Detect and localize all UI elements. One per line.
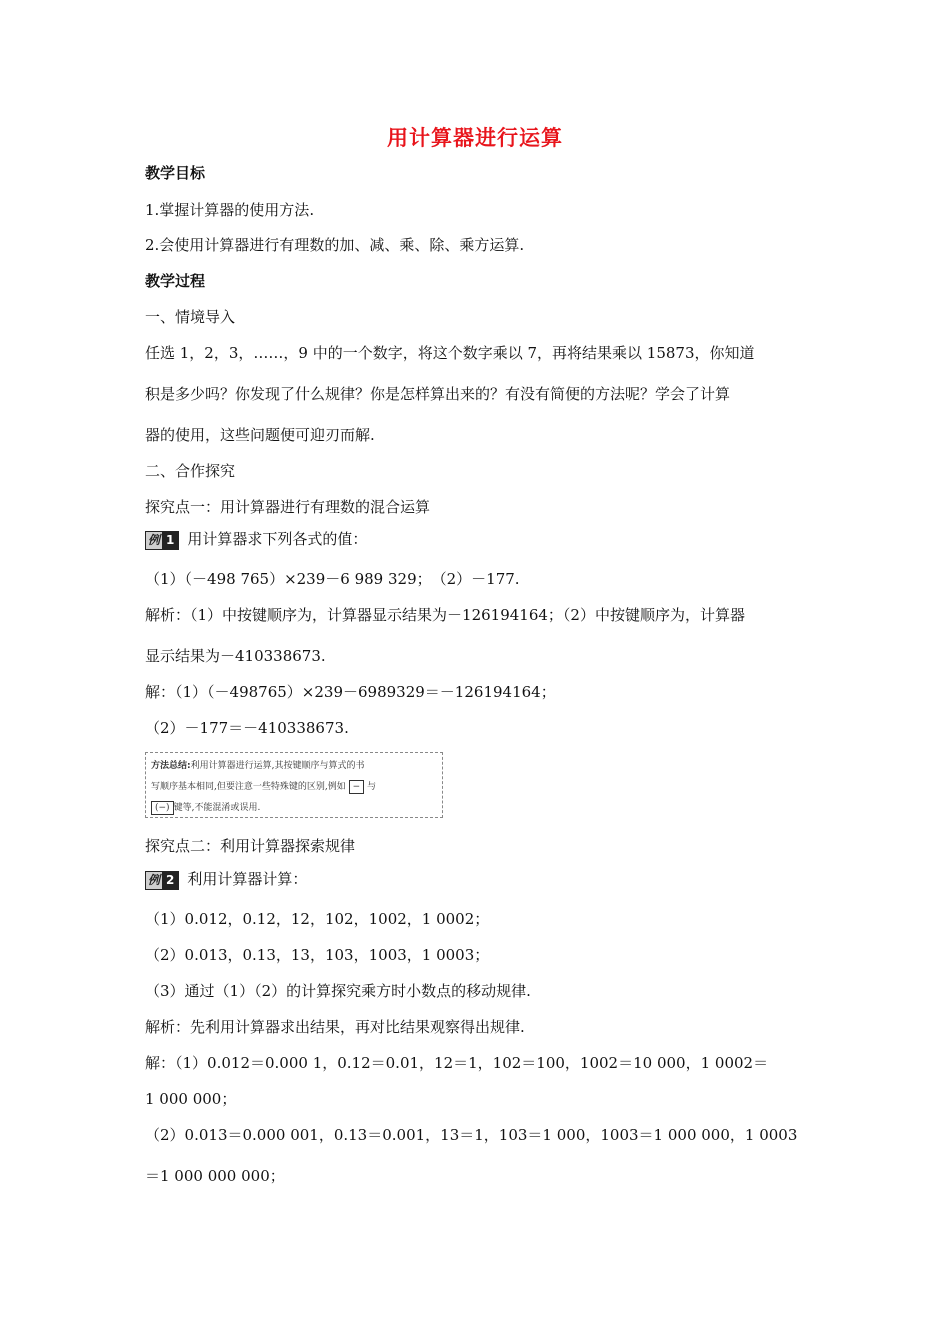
example-2 — [145, 869, 307, 890]
example-badge-label: 例 — [148, 532, 161, 547]
example-2-item-3: （3）通过（1）（2）的计算探究乘方时小数点的移动规律. — [145, 982, 531, 1000]
example-1-text: 用计算器求下列各式的值： — [187, 530, 368, 548]
example-2-solution-2b: ＝1 000 000 000； — [145, 1167, 285, 1185]
intro-line-2: 积是多少吗？你发现了什么规律？你是怎样算出来的？有没有简便的方法呢？学会了计算 — [145, 385, 731, 403]
example-1 — [145, 529, 367, 550]
goals-heading: 教学目标 — [145, 164, 206, 182]
intro-line-1: 任选 1，2，3，……，9 中的一个数字，将这个数字乘以 7，再将结果乘以 15873，你知道 — [145, 344, 755, 362]
minus-key: − — [349, 780, 365, 794]
example-1-solution-2: （2）－177＝－410338673. — [145, 719, 349, 737]
summary-title: 方法总结: — [151, 761, 191, 771]
example-1-analysis-1: 解析：（1）中按键顺序为，计算器显示结果为－126194164；（2）中按键顺序为，计算器 — [145, 606, 745, 624]
example-2-analysis: 解析：先利用计算器求出结果，再对比结果观察得出规律. — [145, 1018, 525, 1036]
example-2-solution-1a: 解：（1）0.012＝0.000 1，0.12＝0.01，12＝1，102＝100，1002＝10 000，1 0002＝ — [145, 1054, 769, 1072]
summary-line-3 — [151, 798, 437, 819]
summary-line-2 — [151, 777, 437, 798]
summary-line-1 — [151, 756, 437, 777]
part2-heading: 二、合作探究 — [145, 462, 236, 480]
example-badge-number: 1 — [162, 532, 178, 549]
summary-text-2b: 与 — [367, 782, 377, 792]
page-title: 用计算器进行运算 — [387, 126, 563, 150]
point-2: 探究点二：利用计算器探索规律 — [145, 837, 356, 855]
part1-heading: 一、情境导入 — [145, 308, 236, 326]
intro-line-3: 器的使用，这些问题便可迎刃而解. — [145, 426, 375, 444]
summary-text-3: 键等,不能混淆或误用. — [173, 803, 261, 813]
summary-text-1: 利用计算器进行运算,其按键顺序与算式的书 — [190, 761, 365, 771]
example-2-item-2: （2）0.013，0.13，13，103，1003，1 0003； — [145, 946, 490, 964]
goal-1: 1.掌握计算器的使用方法. — [145, 201, 315, 219]
process-heading: 教学过程 — [145, 272, 206, 290]
example-1-solution-1: 解：（1）（－498765）×239－6989329＝－126194164； — [145, 683, 556, 701]
example-badge-number: 2 — [162, 872, 178, 889]
method-summary-box — [145, 752, 443, 818]
negative-key: (−) — [151, 801, 174, 815]
example-1-analysis-2: 显示结果为－410338673. — [145, 647, 326, 665]
summary-text-2a: 写顺序基本相同,但要注意一些特殊键的区别,例如 — [151, 782, 346, 792]
example-2-item-1: （1）0.012，0.12，12，102，1002，1 0002； — [145, 910, 490, 928]
example-2-badge — [145, 871, 179, 890]
example-2-text: 利用计算器计算： — [187, 870, 308, 888]
example-2-solution-1b: 1 000 000； — [145, 1090, 237, 1108]
example-badge-label: 例 — [148, 872, 161, 887]
example-1-badge — [145, 531, 179, 550]
example-2-solution-2a: （2）0.013＝0.000 001，0.13＝0.001，13＝1，103＝1 000，1003＝1 000 000，1 0003 — [145, 1126, 798, 1144]
example-1-items: （1）（－498 765）×239－6 989 329； （2）－177. — [145, 570, 520, 588]
point-1: 探究点一：用计算器进行有理数的混合运算 — [145, 498, 431, 516]
goal-2: 2.会使用计算器进行有理数的加、减、乘、除、乘方运算. — [145, 236, 525, 254]
